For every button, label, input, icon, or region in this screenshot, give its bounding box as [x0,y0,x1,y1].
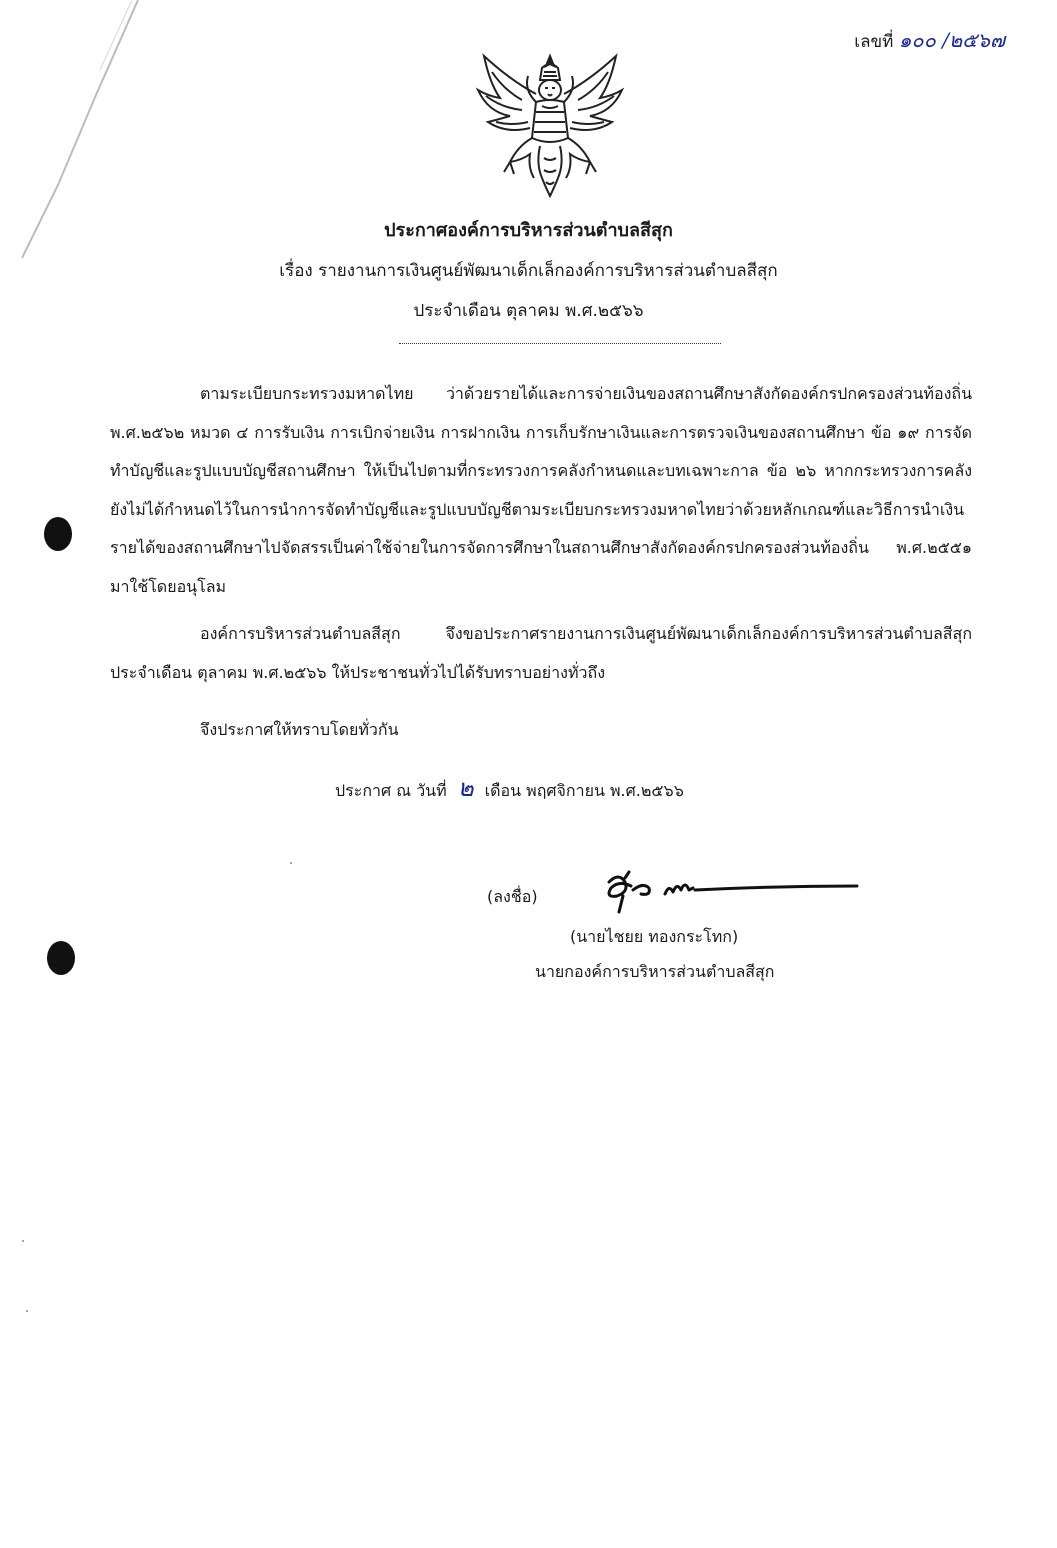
announcement-period: ประจำเดือน ตุลาคม พ.ศ.๒๕๖๖ [413,301,644,321]
announcement-title: ประกาศองค์การบริหารส่วนตำบลสีสุก [384,220,673,241]
document-number [854,24,1005,56]
scan-speck [22,1240,24,1242]
date-prefix: ประกาศ ณ วันที่ [335,781,447,800]
signer-position: นายกองค์การบริหารส่วนตำบลสีสุก [535,962,775,981]
date-day-handwritten: ๒ [457,774,474,802]
document-number-value: ๑๐๐ /๒๕๖๗ [898,28,1005,52]
body-paragraph: องค์การบริหารส่วนตำบลสีสุก จึงขอประกาศรายงานการเงินศูนย์พัฒนาเด็กเล็กองค์การบริหารส่วนตำบลสีสุก ประจำเดือน ตุลาคม พ.ศ.๒๕๖๖ ให้ประชาชนทั่วไปได้รับทราบอย่างทั่วถึง [110,624,972,682]
garuda-emblem-icon [470,50,630,200]
punch-hole [47,941,75,975]
scan-speck [26,1310,28,1312]
announcement-date [335,768,684,807]
signer-name: (นายไชยย ทองกระโทก) [570,927,739,946]
punch-hole [44,517,72,551]
handwritten-signature [595,868,860,918]
signature-label: (ลงชื่อ) [487,887,538,906]
scan-speck [290,862,292,864]
body-paragraph: ตามระเบียบกระทรวงมหาดไทย ว่าด้วยรายได้และการจ่ายเงินของสถานศึกษาสังกัดองค์กรปกครองส่วนท้องถิ่น พ.ศ.๒๕๖๒ หมวด ๔ การรับเงิน การเบิกจ่ายเงิน การฝากเงิน การเก็บรักษาเงินและการตรวจเงินของสถานศึกษา ข้อ ๑๙ การจัดทำบัญชีและรูปแบบบัญชีสถานศึกษา ให้เป็นไปตามที่กระทรวงการคลังกำหนดและบทเฉพาะกาล ข้อ ๒๖ หากกระทรวงการคลังยังไม่ได้กำหนดไว้ในการนำการจัดทำบัญชีและรูปแบบบัญชีตามระเบียบกระทรวงมหาดไทยว่าด้วยหลักเกณฑ์และวิธีการนำเงินรายได้ของสถานศึกษาไปจัดสรรเป็นค่าใช้จ่ายในการจัดการศึกษาในสถานศึกษาสังกัดองค์กรปกครองส่วนท้องถิ่น พ.ศ.๒๕๕๑ มาใช้โดยอนุโลม [110,384,972,596]
dotted-divider [399,337,721,344]
date-suffix: เดือน พฤศจิกายน พ.ศ.๒๕๖๖ [484,781,684,800]
announcement-subject: เรื่อง รายงานการเงินศูนย์พัฒนาเด็กเล็กองค์การบริหารส่วนตำบลสีสุก [279,261,778,281]
closing-statement: จึงประกาศให้ทราบโดยทั่วกัน [200,720,399,739]
document-number-label: เลขที่ [854,32,894,52]
